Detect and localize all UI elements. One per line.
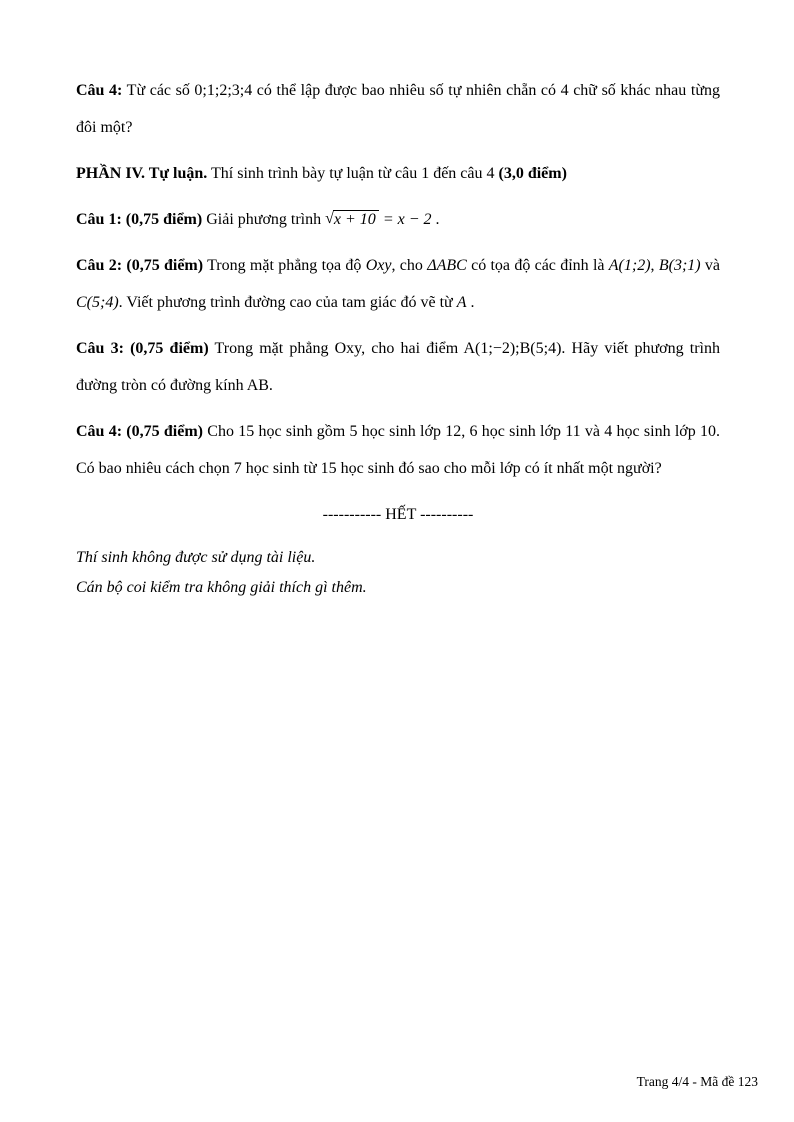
- math-points-ab: A(1;−2);B(5;4): [463, 340, 562, 357]
- math-vertex-a: A: [456, 294, 467, 311]
- question-4-part4-label: Câu 4: (0,75 điểm): [76, 423, 204, 440]
- question-4-part4: [76, 413, 720, 487]
- section-part4-label: PHẦN IV. Tự luận.: [76, 165, 208, 182]
- section-part4-text: Thí sinh trình bày tự luận từ câu 1 đến câu 4: [207, 165, 499, 182]
- section-part4-points: (3,0 điểm): [498, 165, 567, 182]
- math-triangle-abc: ΔABC: [427, 257, 467, 274]
- sqrt-expression: [325, 211, 379, 228]
- exam-note-2: Cán bộ coi kiểm tra không giải thích gì thêm.: [76, 579, 367, 596]
- question-2-text-2: , cho: [391, 257, 428, 274]
- math-point-b: B(3;1): [658, 257, 701, 274]
- math-point-a: A(1;2): [608, 257, 651, 274]
- question-2-text-3: có tọa độ các đỉnh là: [466, 257, 609, 274]
- math-point-c: C(5;4): [76, 294, 119, 311]
- question-1-label: Câu 1: (0,75 điểm): [76, 211, 203, 228]
- question-4-part3-label: Câu 4:: [76, 82, 123, 99]
- question-3-text-1: Trong mặt phẳng Oxy, cho hai điểm: [208, 340, 464, 357]
- question-1: [76, 201, 720, 238]
- document-content: [76, 72, 720, 603]
- question-2-text-1: Trong mặt phẳng tọa độ: [203, 257, 366, 274]
- equation-rhs: = x − 2: [378, 211, 432, 228]
- question-4-part3: [76, 72, 720, 146]
- question-1-period: .: [431, 211, 440, 228]
- radical-sign: √: [325, 210, 334, 227]
- question-2: [76, 247, 720, 321]
- question-2-text-4: ,: [650, 257, 659, 274]
- question-2-text-5: và: [700, 257, 721, 274]
- exam-note-1: Thí sinh không được sử dụng tài liệu.: [76, 549, 316, 566]
- page-footer: Trang 4/4 - Mã đề 123: [636, 1074, 758, 1089]
- end-marker: ----------- HẾT ----------: [322, 506, 474, 523]
- question-4-part4-text: Cho 15 học sinh gồm 5 học sinh lớp 12, 6 học sinh lớp 11 và 4 học sinh lớp 10. Có bao nhiêu cách chọn 7 học sinh từ 15 học sinh đó sao cho mỗi lớp có ít nhất một người?: [76, 423, 721, 477]
- question-1-text: Giải phương trình: [202, 211, 326, 228]
- question-3-text-2: . Hãy viết phương trình đường tròn có đường kính AB.: [76, 340, 721, 394]
- section-heading-part4: [76, 155, 720, 192]
- question-3-label: Câu 3: (0,75 điểm): [76, 340, 209, 357]
- question-2-text-6: . Viết phương trình đường cao của tam giác đó vẽ từ: [118, 294, 457, 311]
- math-oxy: Oxy: [365, 257, 392, 274]
- question-2-text-7: .: [466, 294, 475, 311]
- question-4-part3-text: Từ các số 0;1;2;3;4 có thể lập được bao nhiêu số tự nhiên chẵn có 4 chữ số khác nhau từng đôi một?: [76, 82, 720, 136]
- radicand: x + 10: [333, 210, 379, 228]
- question-2-label: Câu 2: (0,75 điểm): [76, 257, 204, 274]
- question-3: [76, 330, 720, 404]
